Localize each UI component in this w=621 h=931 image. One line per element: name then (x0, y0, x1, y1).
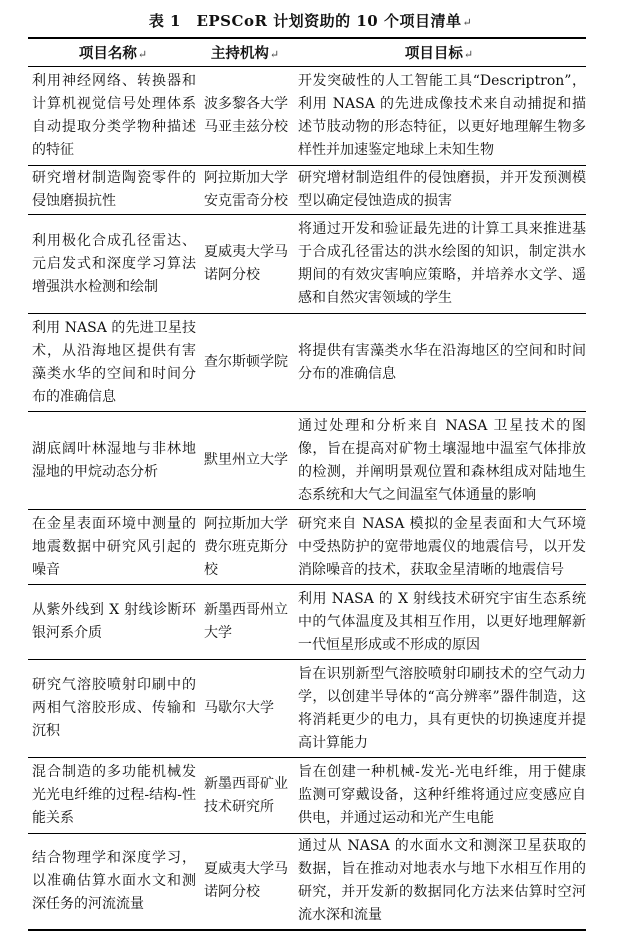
header-goal: 项目目标↵ (292, 38, 586, 67)
table-row (28, 215, 586, 314)
goal-cell: 利用 NASA 的 X 射线技术研究宇宙生态系统中的气体温度及其相互作用，以更好地理解新一代恒星形成或不形成的原因 (292, 585, 586, 660)
institution-cell: 默里州立大学 (198, 412, 292, 510)
table-row (28, 585, 586, 660)
institution-cell: 夏威夷大学马诺阿分校 (198, 215, 292, 314)
project-name-cell: 研究增材制造陶瓷零件的侵蚀磨损抗性 (28, 166, 198, 215)
goal-cell: 旨在创建一种机械-发光-光电纤维，用于健康监测可穿戴设备，这种纤维将通过应变感应自供电，并通过运动和光产生电能 (292, 758, 586, 834)
project-name-cell: 从紫外线到 X 射线诊断环银河系介质 (28, 585, 198, 660)
institution-cell: 新墨西哥矿业技术研究所 (198, 758, 292, 834)
goal-cell: 研究增材制造组件的侵蚀磨损，并开发预测模型以确定侵蚀造成的损害 (292, 166, 586, 215)
project-name-cell: 利用极化合成孔径雷达、元启发式和深度学习算法增强洪水检测和绘制 (28, 215, 198, 314)
paragraph-mark: ↵ (462, 16, 473, 29)
table-row (28, 412, 586, 510)
header-institution: 主持机构↵ (198, 38, 292, 67)
project-table (28, 37, 586, 931)
header-project-name: 项目名称↵ (28, 38, 198, 67)
project-name-cell: 利用神经网络、转换器和计算机视觉信号处理体系自动提取分类学物种描述的特征 (28, 67, 198, 166)
project-name-cell: 利用 NASA 的先进卫星技术，从沿海地区提供有害藻类水华的空间和时间分布的准确信息 (28, 314, 198, 412)
table-row (28, 166, 586, 215)
project-name-cell: 混合制造的多功能机械发光光电纤维的过程-结构-性能关系 (28, 758, 198, 834)
goal-cell: 将通过开发和验证最先进的计算工具来推进基于合成孔径雷达的洪水绘图的知识，制定洪水期间的有效灾害响应策略，并培养水文学、遥感和自然灾害领域的学生 (292, 215, 586, 314)
table-row (28, 67, 586, 166)
goal-cell: 通过处理和分析来自 NASA 卫星技术的图像，旨在提高对矿物土壤湿地中温室气体排放的检测，并阐明景观位置和森林组成对陆地生态系统和大气之间温室气体通量的影响 (292, 412, 586, 510)
table-row (28, 834, 586, 930)
table-header (28, 38, 586, 67)
project-name-cell: 在金星表面环境中测量的地震数据中研究风引起的噪音 (28, 510, 198, 585)
institution-cell: 查尔斯顿学院 (198, 314, 292, 412)
goal-cell: 研究来自 NASA 模拟的金星表面和大气环境中受热防护的宽带地震仪的地震信号，以开发消除噪音的技术，获取金星清晰的地震信号 (292, 510, 586, 585)
institution-cell: 马歇尔大学 (198, 660, 292, 758)
institution-cell: 阿拉斯加大学安克雷奇分校 (198, 166, 292, 215)
goal-cell: 开发突破性的人工智能工具“Descriptron”，利用 NASA 的先进成像技术来自动捕捉和描述节肢动物的形态特征，以更好地理解生物多样性并加速鉴定地球上未知生物 (292, 67, 586, 166)
table-body (28, 67, 586, 930)
institution-cell: 波多黎各大学马亚圭兹分校 (198, 67, 292, 166)
goal-cell: 将提供有害藻类水华在沿海地区的空间和时间分布的准确信息 (292, 314, 586, 412)
institution-cell: 阿拉斯加大学费尔班克斯分校 (198, 510, 292, 585)
table-row (28, 314, 586, 412)
caption-text: 表 1 EPSCoR 计划资助的 10 个项目清单 (148, 12, 462, 30)
table-row (28, 758, 586, 834)
table-caption (0, 10, 621, 31)
project-name-cell: 结合物理学和深度学习，以准确估算水面水文和测深任务的河流流量 (28, 834, 198, 930)
table-row (28, 660, 586, 758)
goal-cell: 旨在识别新型气溶胶喷射印刷技术的空气动力学，以创建半导体的“高分辨率”器件制造，这将消耗更少的电力，具有更快的切换速度并提高计算能力 (292, 660, 586, 758)
table-row (28, 510, 586, 585)
project-name-cell: 湖底阔叶林湿地与非林地湿地的甲烷动态分析 (28, 412, 198, 510)
project-name-cell: 研究气溶胶喷射印刷中的两相气溶胶形成、传输和沉积 (28, 660, 198, 758)
institution-cell: 夏威夷大学马诺阿分校 (198, 834, 292, 930)
header-row (28, 38, 586, 67)
goal-cell: 通过从 NASA 的水面水文和测深卫星获取的数据，旨在推动对地表水与地下水相互作用的研究，并开发新的数据同化方法来估算时空河流水深和流量 (292, 834, 586, 930)
institution-cell: 新墨西哥州立大学 (198, 585, 292, 660)
